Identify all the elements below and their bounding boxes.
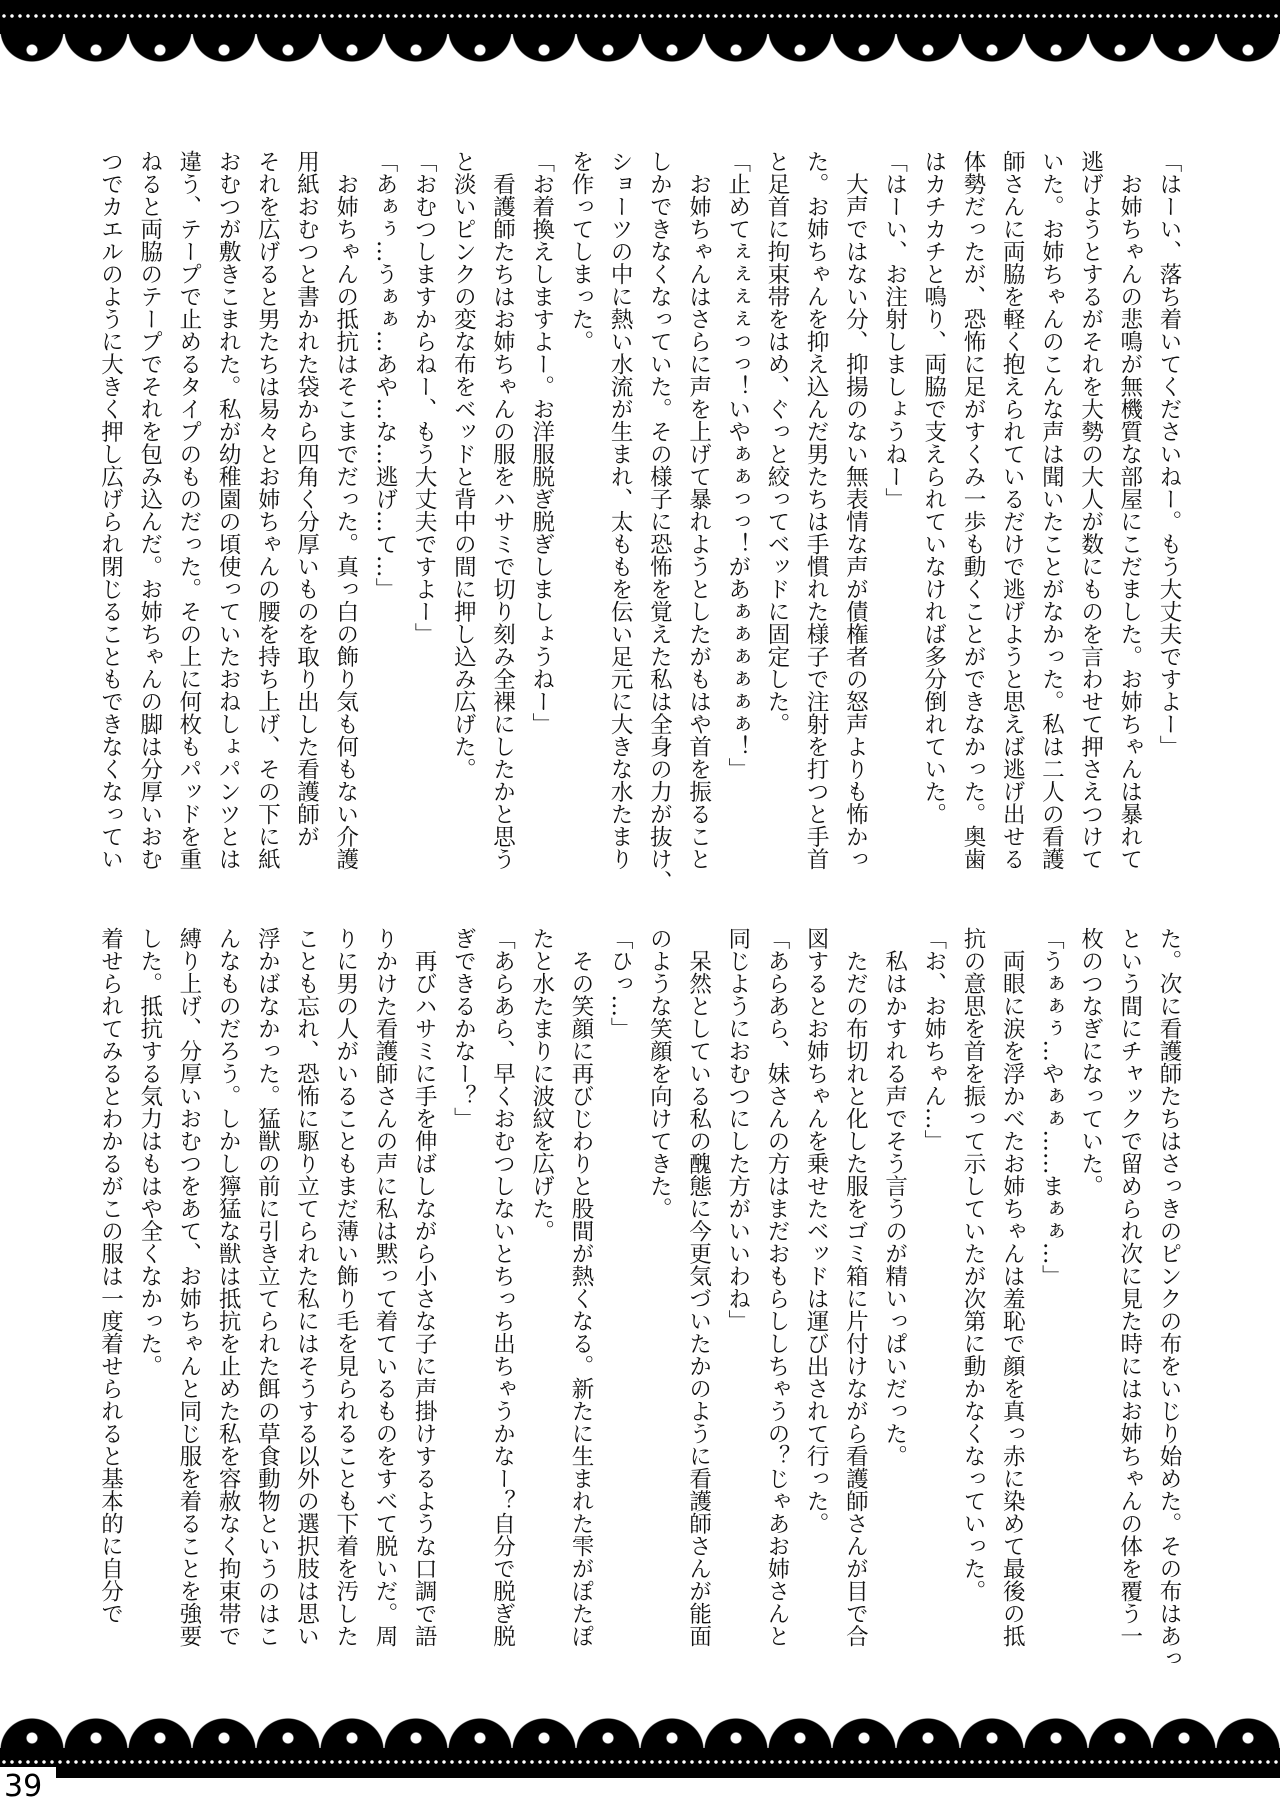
text-column: した。抵抗する気力はもはや全くなかった。 — [136, 927, 163, 1377]
text-block-top — [90, 150, 1188, 893]
text-column: しかできなくなっていた。その様子に恐怖を覚えた私は全身の力が抜け、 — [646, 150, 673, 893]
text-column: たと水たまりに波紋を広げた。 — [528, 927, 555, 1242]
text-column: おむつが敷きこまれた。私が幼稚園の頃使っていたおねしょパンツとは — [215, 150, 242, 870]
text-column: 「あぁぅ…うぁぁ…あや…な…逃げ…て…」 — [371, 150, 398, 600]
text-column: 再びハサミに手を伸ばしながら小さな子に声掛けするような口調で語 — [411, 927, 438, 1647]
lace-flower-holes — [0, 1720, 1280, 1750]
text-column: ショーツの中に熱い水流が生まれ、太ももを伝い足元に大きな水たまり — [607, 150, 634, 870]
text-column: 呆然としている私の醜態に今更気づいたかのように看護師さんが能面 — [685, 927, 712, 1647]
text-column: ねると両脇のテープでそれを包み込んだ。お姉ちゃんの脚は分厚いおむ — [136, 150, 163, 870]
text-column: 同じようにおむつにした方がいいわね」 — [724, 927, 751, 1332]
text-column: 「はーい、お注射しましょうねー」 — [881, 150, 908, 510]
text-column: 師さんに両脇を軽く抱えられているだけで逃げようと思えば逃げ出せる — [999, 150, 1026, 870]
text-column: それを広げると男たちは易々とお姉ちゃんの腰を持ち上げ、その下に紙 — [254, 150, 281, 870]
lace-border-bottom — [0, 1690, 1280, 1807]
text-column: んなものだろう。しかし獰猛な獣は抵抗を止めた私を容赦なく拘束帯で — [215, 927, 242, 1647]
text-column: はカチカチと鳴り、両脇で支えられていなければ多分倒れていた。 — [920, 150, 947, 825]
lace-flower-holes — [0, 36, 1280, 66]
text-column: 枚のつなぎになっていた。 — [1077, 927, 1104, 1197]
text-column: 「あらあら、早くおむつしないとちっち出ちゃうかなー？自分で脱ぎ脱 — [489, 927, 516, 1647]
text-column: のような笑顔を向けてきた。 — [646, 927, 673, 1220]
text-column: りかけた看護師さんの声に私は黙って着ているものをすべて脱いだ。周 — [371, 927, 398, 1647]
text-column: 「お着換えしますよー。お洋服脱ぎ脱ぎしましょうねー」 — [528, 150, 555, 735]
text-column: お姉ちゃんはさらに声を上げて暴れようとしたがもはや首を振ること — [685, 150, 712, 870]
text-column: 体勢だったが、恐怖に足がすくみ一歩も動くことができなかった。奥歯 — [959, 150, 986, 870]
text-column: 「おむつしますからねー、もう大丈夫ですよー」 — [411, 150, 438, 645]
text-column: 図するとお姉ちゃんを乗せたベッドは運び出されて行った。 — [803, 927, 830, 1535]
lace-dots — [0, 14, 1280, 18]
text-column: ぎできるかなー？」 — [450, 927, 477, 1130]
text-column: 縛り上げ、分厚いおむつをあて、お姉ちゃんと同じ服を着ることを強要 — [175, 927, 202, 1647]
text-column: 着せられてみるとわかるがこの服は一度着せられると基本的に自分で — [97, 927, 124, 1625]
text-column: 用紙おむつと書かれた袋から四角く分厚いものを取り出した看護師が — [293, 150, 320, 848]
text-column: その笑顔に再びじわりと股間が熱くなる。新たに生まれた雫がぽたぽ — [567, 927, 594, 1647]
text-column: ただの布切れと化した服をゴミ箱に片付けながら看護師さんが目で合 — [842, 927, 869, 1647]
text-column: 浮かばなかった。猛獣の前に引き立てられた餌の草食動物というのはこ — [254, 927, 281, 1647]
text-column: た。次に看護師たちはさっきのピンクの布をいじり始めた。その布はあっ — [1156, 927, 1182, 1670]
text-column: 「うぁぁぅ…やぁぁ……まぁぁ…」 — [1038, 927, 1065, 1287]
text-column: 「はーい、落ち着いてくださいねー。もう大丈夫ですよー」 — [1156, 150, 1182, 758]
text-column: 「お、お姉ちゃん…」 — [920, 927, 947, 1152]
text-column: つでカエルのように大きく押し広げられ閉じることもできなくなってい — [97, 150, 124, 870]
text-column: ことも忘れ、恐怖に駆り立てられた私にはそうする以外の選択肢は思い — [293, 927, 320, 1647]
text-column: 大声ではない分、抑揚のない無表情な声が債権者の怒声よりも怖かっ — [842, 150, 869, 870]
text-column: と足首に拘束帯をはめ、ぐっと絞ってベッドに固定した。 — [763, 150, 790, 735]
text-column: と淡いピンクの変な布をベッドと背中の間に押し込み広げた。 — [450, 150, 477, 780]
text-column: 抗の意思を首を振って示していたが次第に動かなくなっていった。 — [959, 927, 986, 1602]
text-column: 「あらあら、妹さんの方はまだおもらししちゃうの？じゃあお姉さんと — [763, 927, 790, 1647]
text-column: 両眼に涙を浮かべたお姉ちゃんは羞恥で顔を真っ赤に染めて最後の抵 — [999, 927, 1026, 1647]
text-column: いた。お姉ちゃんのこんな声は聞いたことがなかった。私は二人の看護 — [1038, 150, 1065, 870]
lace-border-top — [0, 0, 1280, 100]
text-column: という間にチャックで留められ次に見た時にはお姉ちゃんの体を覆う一 — [1116, 927, 1143, 1647]
lace-dots — [0, 1760, 1280, 1764]
text-column: 「ひっ…」 — [607, 927, 634, 1040]
text-column: 違う、テープで止めるタイプのものだった。その上に何枚もパッドを重 — [175, 150, 202, 870]
text-column: お姉ちゃんの抵抗はそこまでだった。真っ白の飾り気も何もない介護 — [332, 150, 359, 870]
text-block-bottom — [90, 927, 1188, 1687]
text-column: 看護師たちはお姉ちゃんの服をハサミで切り刻み全裸にしたかと思う — [489, 150, 516, 870]
text-column: 逃げようとするがそれを大勢の大人が数にものを言わせて押さえつけて — [1077, 150, 1104, 870]
text-column: 「止めてぇぇぇぇっっ！いやぁぁっっ！があぁぁぁぁぁぁ！」 — [724, 150, 751, 780]
text-column: 私はかすれる声でそう言うのが精いっぱいだった。 — [881, 927, 908, 1467]
text-column: お姉ちゃんの悲鳴が無機質な部屋にこだました。お姉ちゃんは暴れて — [1116, 150, 1143, 870]
text-column: た。お姉ちゃんを抑え込んだ男たちは手慣れた様子で注射を打つと手首 — [803, 150, 830, 870]
text-column: りに男の人がいることもまだ薄い飾り毛を見られることも下着を汚した — [332, 927, 359, 1647]
page-number: 39 — [0, 1767, 56, 1807]
text-column: を作ってしまった。 — [567, 150, 594, 353]
